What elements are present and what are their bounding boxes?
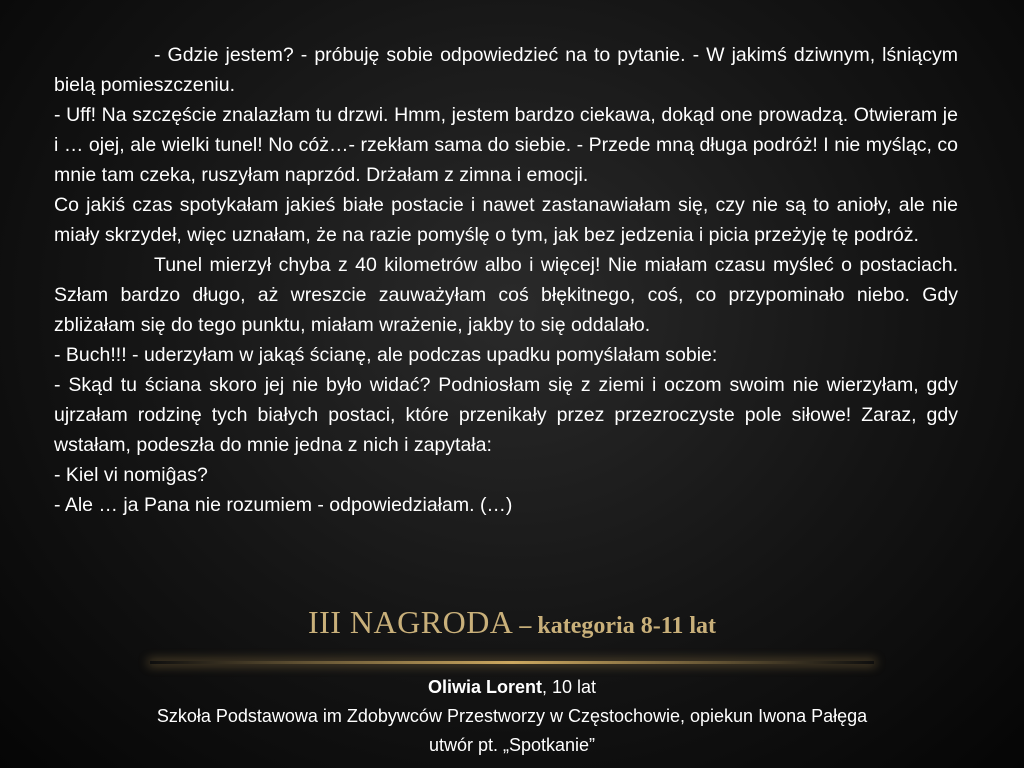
- work-title-line: utwór pt. „Spotkanie”: [428, 735, 596, 755]
- story-paragraph: - Ale … ja Pana nie rozumiem - odpowiedziałam. (…): [54, 494, 513, 516]
- award-category-label: – kategoria 8-11 lat: [513, 613, 717, 639]
- story-paragraph: - Gdzie jestem? - próbuję sobie odpowiedzieć na to pytanie. - W jakimś dziwnym, lśniącym bielą pomieszczeniu.: [54, 44, 958, 96]
- award-title: [0, 604, 1024, 641]
- story-paragraph: Co jakiś czas spotykałam jakieś białe postacie i nawet zastanawiałam się, czy nie są to anioły, ale nie miały skrzydeł, więc uznałam, że na razie pomyślę o tym, jak bez jedzenia i picia przeżyję tę podróż.: [54, 194, 958, 246]
- story-text: [54, 40, 958, 520]
- story-paragraph: Tunel mierzył chyba z 40 kilometrów albo i więcej! Nie miałam czasu myśleć o postaciach. Szłam bardzo długo, aż wreszcie zauważyłam coś błękitnego, coś, co przypominało niebo. Gdy zbliżałam się do tego punktu, miałam wrażenie, jakby to się oddalało.: [54, 254, 958, 336]
- school-line: Szkoła Podstawowa im Zdobywców Przestworzy w Częstochowie, opiekun Iwona Pałęga: [156, 706, 868, 726]
- story-paragraph: - Kiel vi nomiĝas?: [54, 464, 208, 486]
- story-paragraph: - Buch!!! - uderzyłam w jakąś ścianę, ale podczas upadku pomyślałam sobie:: [54, 344, 718, 366]
- author-name: Oliwia Lorent: [427, 677, 542, 697]
- author-line: [0, 673, 1024, 702]
- author-age: , 10 lat: [541, 677, 597, 697]
- award-main-label: III NAGRODA: [307, 604, 514, 640]
- gold-divider: [150, 661, 874, 664]
- story-paragraph: - Uff! Na szczęście znalazłam tu drzwi. Hmm, jestem bardzo ciekawa, dokąd one prowadzą. Otwieram je i … ojej, ale wielki tunel! No cóż…- rzekłam sama do siebie. - Przede mną długa podróż! I nie myśląc, co mnie tam czeka, ruszyłam naprzód. Drżałam z zimna i emocji.: [54, 104, 958, 186]
- story-paragraph: - Skąd tu ściana skoro jej nie było widać? Podniosłam się z ziemi i oczom swoim nie wierzyłam, gdy ujrzałam rodzinę tych białych postaci, które przenikały przez przezroczyste pole siłowe! Zaraz, gdy wstałam, podeszła do mnie jedna z nich i zapytała:: [54, 374, 958, 456]
- credits: [0, 673, 1024, 760]
